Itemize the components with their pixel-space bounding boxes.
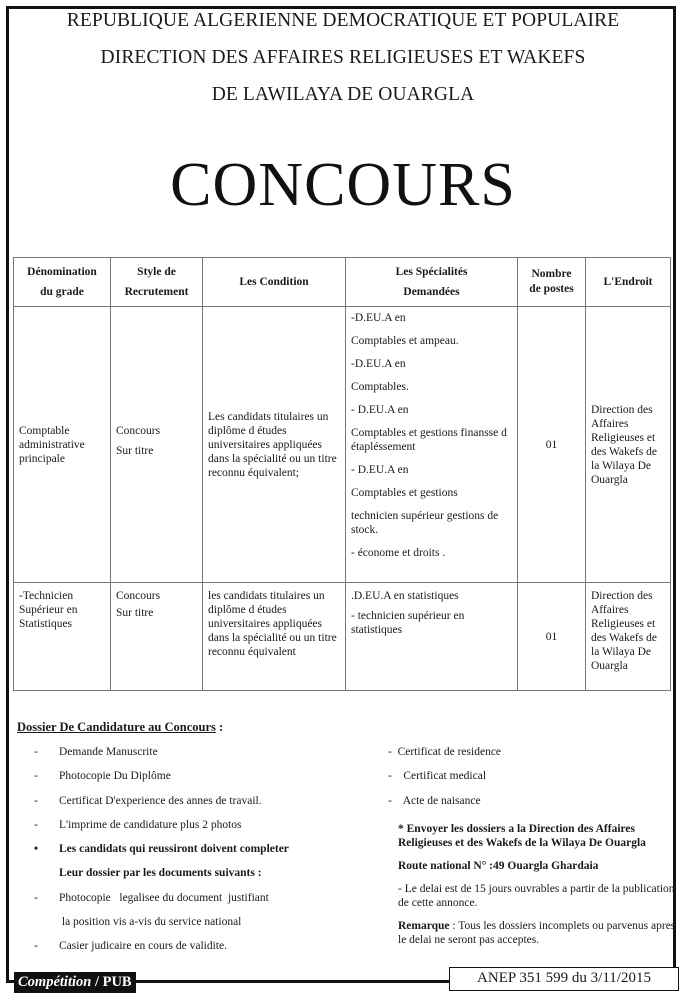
cell-grade: Comptable administrative principale	[14, 307, 111, 583]
specialite-line: Comptables et ampeau.	[351, 335, 459, 347]
remark-text: : Tous les dossiers incomplets ou parvenus apres le delai ne seront pas acceptes.	[398, 920, 676, 946]
cell-postes: 01	[518, 583, 586, 691]
category-tag	[14, 972, 136, 993]
style-line: Concours	[116, 590, 161, 602]
dash-bullet-icon: -	[34, 746, 38, 758]
specialite-line: Comptables et gestions	[351, 487, 458, 499]
list-item	[34, 769, 354, 793]
col-header-line: Les Condition	[239, 276, 309, 288]
dash-bullet-icon: -	[34, 770, 38, 783]
list-item-text: Photocopie legalisee du document justifiant	[59, 891, 269, 904]
col-header-line: Recrutement	[124, 286, 189, 298]
table-row	[14, 307, 671, 583]
remark-label: Remarque	[398, 920, 450, 932]
dash-bullet-icon: -	[34, 891, 38, 904]
list-item	[34, 745, 354, 769]
style-line: Concours	[116, 424, 161, 437]
cell-specialites	[346, 307, 518, 583]
cell-specialites	[346, 583, 518, 691]
table-row	[14, 583, 671, 691]
cell-postes: 01	[518, 307, 586, 583]
dash-bullet-icon: -	[34, 794, 38, 807]
specialite-line: .D.EU.A en statistiques	[351, 590, 459, 602]
col-header-endroit	[586, 258, 671, 307]
cell-grade: -Technicien Supérieur en Statistiques	[14, 583, 111, 691]
header-line-1: REPUBLIQUE ALGERIENNE DEMOCRATIQUE ET POPULAIRE	[66, 10, 620, 31]
specialite-line: - D.EU.A en	[351, 404, 409, 416]
cell-style	[111, 583, 203, 691]
list-item: - Acte de naisance	[388, 794, 481, 807]
cell-endroit: Direction des Affaires Religieuses et des Wakefs de la Wilaya De Ouargla	[586, 307, 671, 583]
dossier-heading-suffix: :	[215, 720, 224, 734]
tag-rest: / PUB	[91, 974, 132, 990]
specialite-line: technicien supérieur gestions de stock.	[351, 510, 499, 536]
header-line-2: DIRECTION DES AFFAIRES RELIGIEUSES ET WAKEFS	[100, 47, 586, 68]
col-header-grade	[14, 258, 111, 307]
dash-bullet-icon: -	[34, 818, 38, 831]
page-title: CONCOURS	[170, 151, 516, 219]
specialite-line: Comptables.	[351, 381, 409, 393]
header-line-3: DE LAWILAYA DE OUARGLA	[211, 84, 475, 105]
specialite-line: - économe et droits .	[351, 547, 446, 559]
specialite-line: -D.EU.A en	[351, 312, 406, 324]
cell-condition: Les candidats titulaires un diplôme d études universitaires appliquées dans la spécialité ou un titre reconnu équivalent;	[203, 307, 346, 583]
list-item-note-cont: Leur dossier par les documents suivants :	[59, 867, 262, 880]
list-item	[34, 891, 354, 915]
list-item	[34, 794, 354, 818]
tag-italic: Compétition	[18, 974, 92, 990]
cell-condition: les candidats titulaires un diplôme d études universitaires appliquées dans la spécialité ou un titre reconnu équivalent	[203, 583, 346, 691]
list-item	[34, 818, 354, 842]
positions-table	[13, 257, 671, 691]
col-header-condition	[203, 258, 346, 307]
col-header-line: du grade	[40, 286, 84, 298]
additional-documents-list	[388, 745, 678, 818]
list-item: - Certificat de residence	[388, 746, 502, 758]
specialite-line: - D.EU.A en	[351, 464, 409, 476]
col-header-line: Style de	[137, 266, 176, 278]
specialite-line: - technicien supérieur en statistiques	[351, 610, 465, 636]
col-header-line: Demandées	[403, 286, 460, 298]
dossier-heading	[17, 720, 223, 735]
list-item	[34, 939, 354, 963]
address: Route national N° :49 Ouargla Ghardaia	[398, 860, 599, 872]
col-header-line: L'Endroit	[603, 276, 653, 288]
dot-bullet-icon: •	[34, 843, 39, 856]
col-header-line: Les Spécialités	[395, 266, 468, 278]
reference-box: ANEP 351 599 du 3/11/2015	[449, 967, 679, 991]
col-header-postes	[518, 258, 586, 307]
required-documents-list	[34, 745, 354, 964]
col-header-line: de postes	[529, 283, 574, 295]
list-item-note	[34, 842, 354, 866]
list-item: - Certificat medical	[388, 770, 487, 783]
cell-endroit: Direction des Affaires Religieuses et des Wakefs de la Wilaya De Ouargla	[586, 583, 671, 691]
table-header-row	[14, 258, 671, 307]
delay-note: - Le delai est de 15 jours ouvrables a partir de la publication de cette annonce.	[398, 883, 675, 909]
col-header-line: Nombre	[531, 268, 572, 280]
specialite-line: -D.EU.A en	[351, 358, 406, 370]
col-header-line: Dénomination	[27, 266, 97, 278]
col-header-style	[111, 258, 203, 307]
col-header-specialites	[346, 258, 518, 307]
list-item-text: Photocopie Du Diplôme	[59, 770, 171, 783]
remark	[398, 919, 680, 947]
style-line: Sur titre	[116, 444, 154, 457]
note-line-1: Les candidats qui reussiront doivent completer	[59, 843, 289, 856]
style-line: Sur titre	[116, 607, 154, 619]
dossier-heading-text: Dossier De Candidature au Concours	[17, 720, 216, 734]
list-item-text: L'imprime de candidature plus 2 photos	[59, 818, 242, 831]
list-item-text: Demande Manuscrite	[59, 746, 158, 758]
submission-info	[398, 822, 680, 956]
dash-bullet-icon: -	[34, 940, 38, 953]
specialite-line: Comptables et gestions finansse d étapléssement	[351, 427, 507, 453]
cell-style	[111, 307, 203, 583]
send-note: * Envoyer les dossiers a la Direction des Affaires Religieuses et des Wakefs de la Wilaya De Ouargla	[398, 823, 646, 849]
list-item-cont: la position vis a-vis du service national	[59, 916, 242, 929]
list-item-text: Certificat D'experience des annes de travail.	[59, 794, 262, 807]
list-item-text: Casier judicaire en cours de validite.	[59, 940, 227, 953]
